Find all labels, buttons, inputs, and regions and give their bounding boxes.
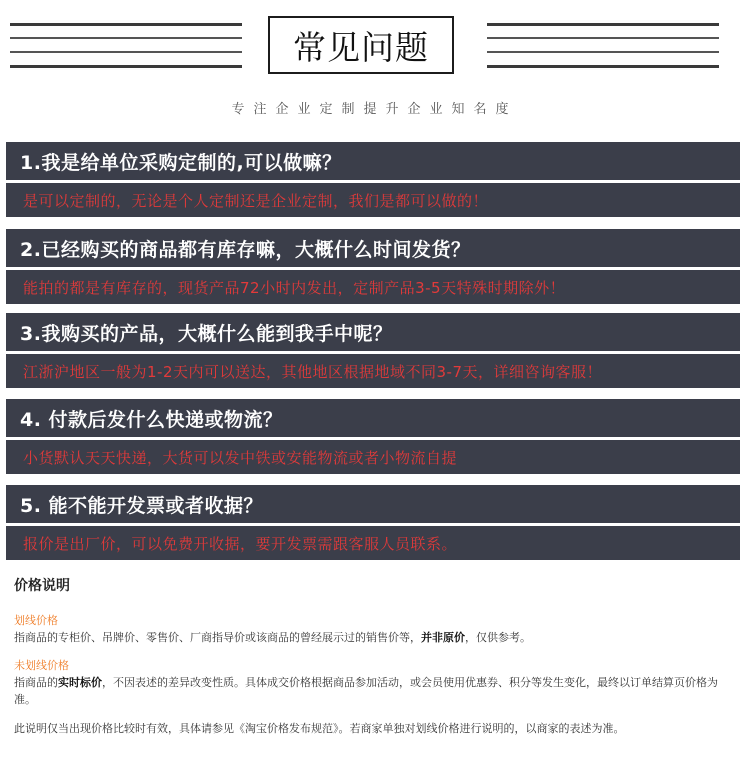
faq-question: 5. 能不能开发票或者收据？ [6, 485, 740, 523]
faq-item-2 [6, 229, 740, 304]
unstrike-price-description [14, 674, 739, 708]
decorative-lines-right [487, 23, 719, 69]
strike-desc-text: 指商品的专柜价、吊牌价、零售价、厂商指导价或该商品的曾经展示过的销售价等， [14, 631, 421, 644]
price-note: 此说明仅当出现价格比较时有效，具体请参见《淘宝价格发布规范》。若商家单独对划线价格进行说明的，以商家的表述为准。 [14, 722, 625, 735]
unstrike-desc-text-end: ，不因表述的差异改变性质。具体成交价格根据商品参加活动，或会员使用优惠券、积分等发生变化，最终以订单结算页价格为准。 [14, 676, 718, 706]
faq-question: 1.我是给单位采购定制的,可以做嘛？ [6, 142, 740, 180]
faq-answer: 能拍的都是有库存的，现货产品72小时内发出，定制产品3-5天特殊时期除外！ [6, 270, 740, 304]
unstrike-desc-text: 指商品的 [14, 676, 58, 689]
faq-answer: 小货默认天天快递，大货可以发中铁或安能物流或者小物流自提 [6, 440, 740, 474]
faq-answer: 报价是出厂价，可以免费开收据，要开发票需跟客服人员联系。 [6, 526, 740, 560]
unstrike-desc-bold: 实时标价 [58, 676, 102, 689]
strike-price-description [14, 629, 739, 646]
strike-desc-text-end: ，仅供参考。 [465, 631, 531, 644]
faq-item-3 [6, 313, 740, 388]
strike-price-label: 划线价格 [14, 614, 58, 627]
price-heading: 价格说明 [14, 578, 70, 594]
faq-item-1 [6, 142, 740, 217]
decorative-lines-left [10, 23, 242, 69]
unstrike-price-label: 未划线价格 [14, 659, 69, 672]
page-title: 常见问题 [268, 16, 454, 74]
faq-question: 3.我购买的产品，大概什么能到我手中呢？ [6, 313, 740, 351]
page-subtitle: 专注企业定制提升企业知名度 [231, 102, 518, 117]
faq-answer: 是可以定制的，无论是个人定制还是企业定制，我们是都可以做的！ [6, 183, 740, 217]
faq-item-4 [6, 399, 740, 474]
faq-answer: 江浙沪地区一般为1-2天内可以送达，其他地区根据地域不同3-7天，详细咨询客服！ [6, 354, 740, 388]
faq-item-5 [6, 485, 740, 560]
faq-question: 4. 付款后发什么快递或物流？ [6, 399, 740, 437]
strike-desc-bold: 并非原价 [421, 631, 465, 644]
header [0, 0, 749, 130]
faq-question: 2.已经购买的商品都有库存嘛，大概什么时间发货？ [6, 229, 740, 267]
price-explanation [14, 575, 739, 737]
